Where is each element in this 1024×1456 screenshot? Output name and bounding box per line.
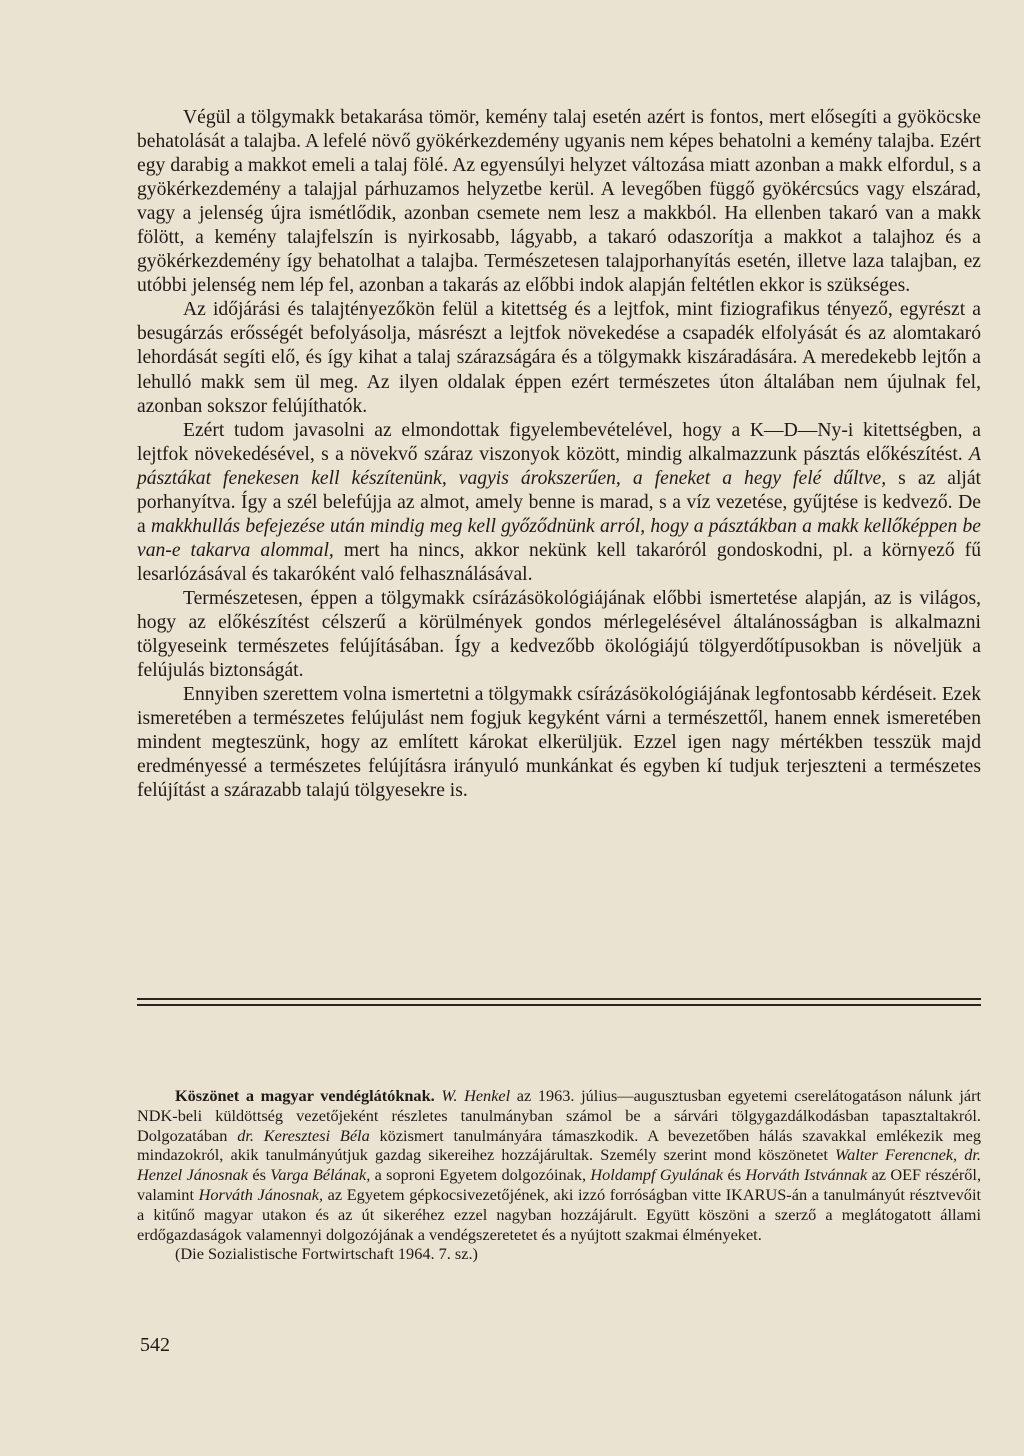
paragraph-text: Az időjárási és talajtényezőkön felül a kitettség és a lejtfok, mint fiziografikus tényező, egyrészt a besugárzás erősségét befolyásolja, másrészt a lejtfok növekedése a csapadék elfolyását és az alomtakaró lehordását segíti elő, és így kihat a talaj szárazságára és a tölgymakk kiszáradására. A meredekebb lejtőn a lehulló makk sem ül meg. Az ilyen oldalak éppen ezért természetes úton általában nem újulnak fel, azonban sokszor felújíthatók. xyxy=(137,299,981,417)
note-text: az 1963. július—augusztusban egyetemi cserelátogatáson nálunk járt NDK-beli küldöttség vezetőjeként részletes tanulmányban számol be a sárvári tölgygazdálkodásban tapasztaltakról. Dolgozatában xyxy=(137,1086,982,1145)
note-name: Walter Ferencnek, dr. Henzel Jánosnak xyxy=(137,1145,981,1185)
note-name: Horváth Istvánnak xyxy=(745,1165,868,1185)
separator-rule-top xyxy=(137,998,981,1000)
note-text: közismert tanulmányára támaszkodik. A bevezetőben hálás szavakkal emlékezik meg mindazokról, akik tanulmányútjuk gazdag sikereihez hozzájárultak. Személy szerint mond köszönetet xyxy=(137,1125,982,1165)
note-text: az OEF részéről, valamint xyxy=(137,1165,982,1204)
note-title: Köszönet a magyar vendéglátóknak. xyxy=(175,1086,435,1105)
note-name: Holdampf Gyulának xyxy=(590,1165,724,1185)
note-name: W. Henkel xyxy=(441,1086,511,1105)
acknowledgement-note xyxy=(137,1086,981,1264)
page-number: 542 xyxy=(140,1334,170,1356)
body-paragraph xyxy=(137,683,981,803)
paragraph-text: mert ha nincs, akkor nekünk kell takaróról gondoskodni, pl. a környező fű lesarlózásával és takaróként való felhasználásával. xyxy=(137,539,981,585)
paragraph-text: s az alját porhanyítva. Így a szél belefújja az almot, amely benne is marad, s a víz vezetése, gyűjtése is kedvező. De a xyxy=(137,467,981,537)
note-name: Varga Bélának, xyxy=(270,1165,371,1185)
body-paragraph xyxy=(137,419,981,587)
note-text: és xyxy=(248,1165,271,1185)
paragraph-text: Ennyiben szerettem volna ismertetni a tölgymakk csírázásökológiájának legfontosabb kérdéseit. Ezek ismeretében a természetes felújulást nem fogjuk kegyként várni a természettől, hanem ennek ismeretében mindent megteszünk, hogy az említett károkat elkerüljük. Ezzel igen nagy mértékben tesszük majd eredményessé a természetes felújításra irányuló munkánkat és egyben kí tudjuk terjeszteni a természetes felújítást a szárazabb talajú tölgyesekre is. xyxy=(137,684,981,802)
main-body-text xyxy=(137,106,981,803)
body-paragraph xyxy=(137,298,981,418)
note-text: az Egyetem gépkocsivezetőjének, aki izzó forróságban vitte IKARUS-án a tanulmányút résztvevőit a kitűnő magyar utakon és az út sikeréhez ezzel nagyban hozzájárult. Együtt köszöni a szerző a meglátogatott állami erdőgazdaságok valamennyi dolgozójának a vendégszeretetet és a nyújtott szakmai élményeket. xyxy=(137,1184,981,1244)
note-name: dr. Keresztesi Béla xyxy=(237,1125,370,1145)
body-paragraph xyxy=(137,587,981,683)
note-paragraph xyxy=(137,1086,981,1244)
note-text: és xyxy=(723,1165,746,1185)
note-text: a soproni Egyetem dolgozóinak, xyxy=(370,1165,591,1185)
separator-rule-bottom xyxy=(137,1004,981,1006)
paragraph-text: Természetesen, éppen a tölgymakk csírázásökológiájának előbbi ismertetése alapján, az is világos, hogy az előkészítést célszerű a körülmények gondos mérlegelésével általánosságban is alkalmazni tölgyeseink természetes felújításában. Így a kedvezőbb ökológiájú tölgyerdőtípusokban is növeljük a felújulás biztonságát. xyxy=(137,587,981,682)
paragraph-text: Ezért tudom javasolni az elmondottak figyelembevételével, hogy a K—D—Ny-i kitettségben, a lejtfok növekedésével, s a növekvő száraz viszonyok között, mindig alkalmazzunk pásztás előkészítést. xyxy=(137,419,981,465)
italic-emphasis: makkhullás befejezése után mindig meg kell győződnünk arról, hogy a pásztákban a makk kellőképpen be van-e takarva alommal, xyxy=(137,515,981,561)
note-name: Horváth Jánosnak, xyxy=(198,1184,324,1204)
paragraph-text: Végül a tölgymakk betakarása tömör, kemény talaj esetén azért is fontos, mert elősegíti a gyököcske behatolását a talajba. A lefelé növő gyökérkezdemény ugyanis nem képes behatolni a kemény talajba. Ezért egy darabig a makkot emeli a talaj fölé. Az egyensúlyi helyzet változása miatt azonban a makk elfordul, s a gyökérkezdemény a talajjal párhuzamos helyzetbe kerül. A levegőben függő gyökércsúcs vagy elszárad, vagy a jelenség újra ismétlődik, azonban csemete nem lesz a makkból. Ha ellenben takaró van a makk fölött, a kemény talajfelszín is nyirkosabb, lágyabb, a takaró odaszorítja a makkot a talajhoz és a gyökérkezdemény így behatolhat a talajba. Természetesen talajporhanyítás esetén, illetve laza talajban, ez utóbbi jelenség nem lép fel, azonban a takarás az előbbi indok alapján feltétlen ekkor is szükséges. xyxy=(137,107,981,297)
note-source: (Die Sozialistische Fortwirtschaft 1964. 7. sz.) xyxy=(175,1244,478,1264)
body-paragraph xyxy=(137,106,981,298)
italic-emphasis: A pásztákat fenekesen kell készítenünk, vagyis árokszerűen, a feneket a hegy felé dűltve, xyxy=(137,443,981,489)
